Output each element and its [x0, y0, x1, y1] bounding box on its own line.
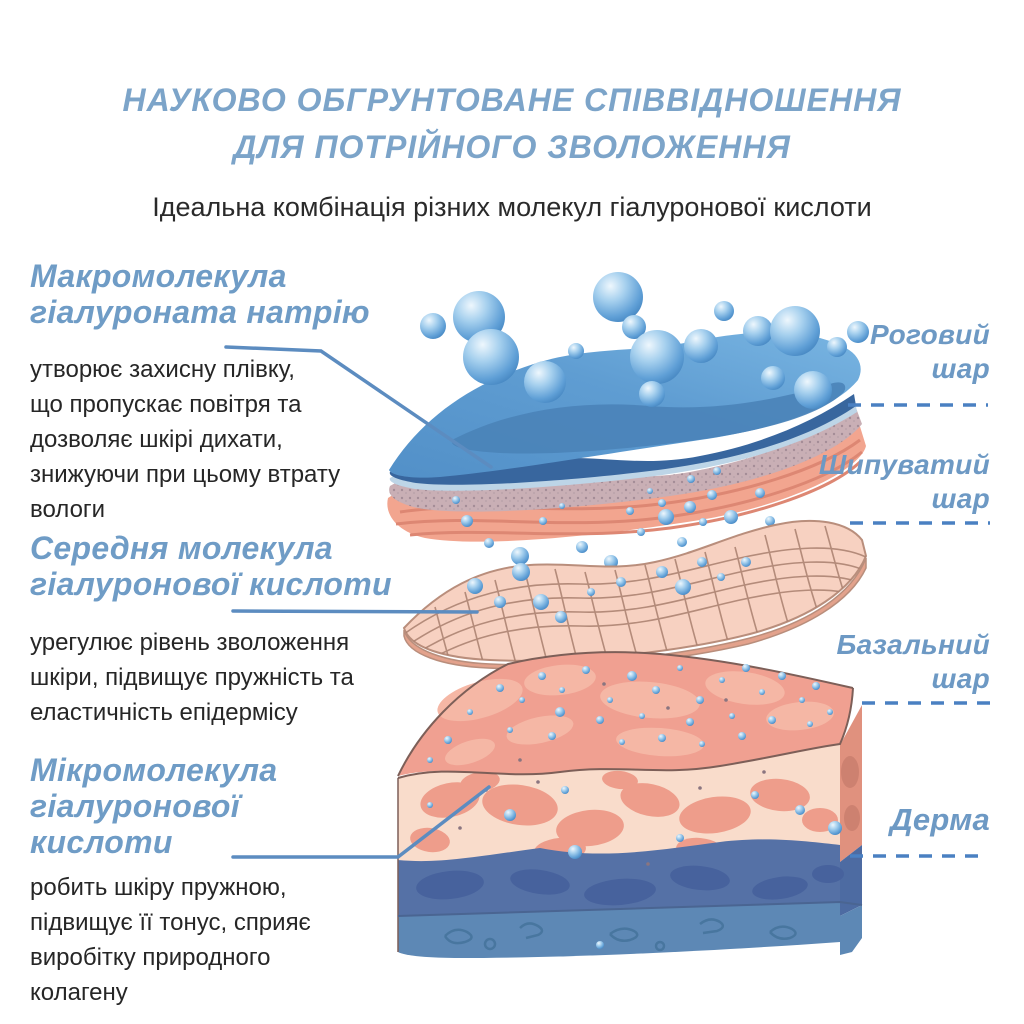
- layer-label-line: Дерма: [890, 802, 990, 837]
- description-line: робить шкіру пружною,: [30, 874, 287, 901]
- layer-label-derma: [730, 803, 990, 837]
- page-title-line2: ДЛЯ ПОТРІЙНОГО ЗВОЛОЖЕННЯ: [233, 129, 791, 166]
- heading-line: гіалуроната натрію: [30, 294, 370, 330]
- medium-molecule-heading: [30, 530, 430, 602]
- section-macromolecule: [30, 258, 430, 527]
- medium-molecule-description: [30, 625, 430, 730]
- layer-label-corneum: [730, 318, 990, 386]
- macromolecule-description: [30, 352, 430, 527]
- layer-label-line: Роговий: [870, 319, 990, 350]
- micromolecule-heading: [30, 752, 430, 860]
- description-line: колагену: [30, 979, 128, 1006]
- description-line: еластичність епідермісу: [30, 699, 298, 726]
- description-line: знижуючи при цьому втрату: [30, 461, 341, 488]
- macromolecule-heading: [30, 258, 430, 330]
- page-title: [0, 77, 1024, 171]
- page-title-line1: НАУКОВО ОБГРУНТОВАНЕ СПІВВІДНОШЕННЯ: [122, 82, 902, 119]
- layer-label-spinous: [730, 448, 990, 516]
- description-line: дозволяє шкірі дихати,: [30, 426, 283, 453]
- layer-label-line: шар: [931, 483, 990, 514]
- description-line: підвищує її тонус, сприяє: [30, 909, 311, 936]
- layer-label-line: Базальний: [836, 629, 990, 660]
- section-medium-molecule: [30, 530, 430, 730]
- heading-line: гіалуронової кислоти: [30, 566, 392, 602]
- description-line: вологи: [30, 496, 106, 523]
- heading-line: гіалуронової: [30, 788, 240, 824]
- heading-line: Макромолекула: [30, 258, 287, 294]
- heading-line: Середня молекула: [30, 530, 333, 566]
- description-line: утворює захисну плівку,: [30, 356, 295, 383]
- layer-label-basal: [730, 628, 990, 696]
- section-micromolecule: [30, 752, 430, 1010]
- heading-line: Мікромолекула: [30, 752, 278, 788]
- layer-label-line: шар: [931, 353, 990, 384]
- description-line: виробітку природного: [30, 944, 271, 971]
- page-subtitle: Ідеальна комбінація різних молекул гіалуронової кислоти: [152, 192, 872, 222]
- micromolecule-description: [30, 870, 430, 1010]
- heading-line: кислоти: [30, 824, 173, 860]
- description-line: що пропускає повітря та: [30, 391, 302, 418]
- description-line: шкіри, підвищує пружність та: [30, 664, 354, 691]
- layer-label-line: шар: [931, 663, 990, 694]
- layer-label-line: Шипуватий: [818, 449, 990, 480]
- description-line: урегулює рівень зволоження: [30, 629, 350, 656]
